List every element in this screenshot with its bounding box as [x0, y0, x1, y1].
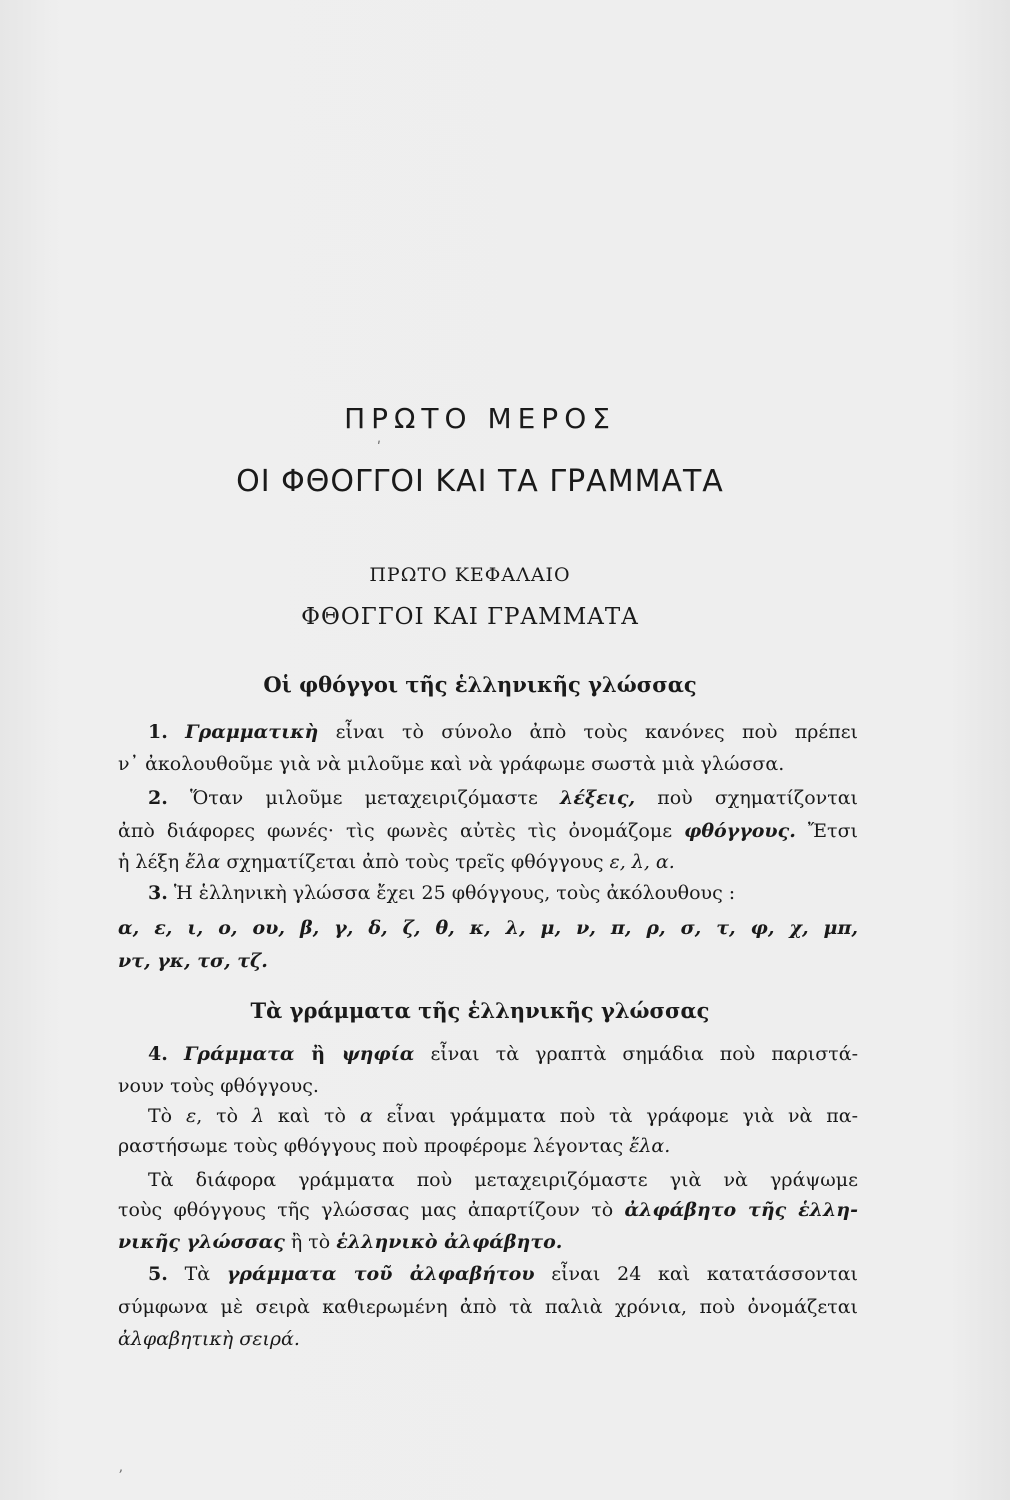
part-subtitle: ΟΙ ΦΘΟΓΓΟΙ ΚΑΙ ΤΑ ΓΡΑΜΜΑΤΑ — [236, 464, 724, 499]
term-sounds: φθόγγους. — [684, 820, 796, 842]
example-word: ἔλα — [185, 851, 221, 873]
paragraph-5-line-1 — [148, 1261, 858, 1287]
text-run: εἶναι τὰ γραπτὰ σημάδια ποὺ παριστά- — [414, 1043, 858, 1065]
text-run: Ἡ ἑλληνικὴ γλώσσα ἔχει 25 φθόγγους, τοὺς ἀκόλουθους : — [167, 882, 736, 904]
text-run: τοὺς φθόγγους τῆς γλώσσας μας ἀπαρτίζουν τὸ — [118, 1199, 625, 1221]
paragraph-2-line-1 — [148, 785, 858, 811]
text-run: καὶ τὸ — [264, 1105, 360, 1127]
text-run: ἡ λέξη — [118, 851, 186, 873]
letter-e: ε — [186, 1105, 197, 1127]
paragraph-4-line-4 — [118, 1133, 858, 1159]
chapter-label: ΠΡΩΤΟ ΚΕΦΑΛΑΙΟ — [369, 564, 571, 586]
part-title: ΠΡΩΤΟ ΜΕΡΟΣ — [344, 402, 616, 435]
text-run: Τὰ — [167, 1263, 227, 1285]
paragraph-4-line-3 — [148, 1103, 858, 1129]
paragraph-4-line-7 — [118, 1229, 858, 1255]
term-greek-alphabet: ἑλληνικὸ ἀλφάβητο. — [336, 1231, 563, 1253]
text-run: ποὺ σχηματίζονται — [635, 787, 858, 809]
print-speck: ʹ — [377, 440, 381, 456]
text-run: Ὅταν μιλοῦμε μεταχειριζόμαστε — [167, 787, 560, 809]
paragraph-2-line-3 — [118, 849, 858, 875]
paragraph-4-line-5: Τὰ διάφορα γράμματα ποὺ μεταχειριζόμαστε γιὰ νὰ γράψωμε — [148, 1169, 858, 1191]
paragraph-number: 3. — [148, 882, 168, 904]
term-alphabet: ἀλφάβητο τῆς ἑλλη- — [624, 1199, 858, 1221]
term-words: λέξεις, — [560, 787, 636, 809]
sound-list-line-2: ντ, γκ, τσ, τζ. — [118, 950, 268, 972]
paragraph-1-line-2: ν᾽ ἀκολουθοῦμε γιὰ νὰ μιλοῦμε καὶ νὰ γράφωμε σωστὰ μιὰ γλώσσα. — [118, 753, 785, 775]
section-heading-letters: Τὰ γράμματα τῆς ἑλληνικῆς γλώσσας — [250, 998, 710, 1023]
paragraph-1-line-1 — [148, 719, 858, 745]
paragraph-5-line-3: ἀλφαβητικὴ σειρά. — [118, 1328, 300, 1350]
paragraph-2-line-2 — [118, 818, 858, 844]
text-run: ἢ τὸ — [284, 1231, 337, 1253]
text-run: ραστήσωμε τοὺς φθόγγους ποὺ προφέρομε λέγοντας — [118, 1135, 630, 1157]
letter-l: λ — [252, 1105, 265, 1127]
print-speck: ʼ — [118, 1468, 123, 1484]
term-alphabet-cont: νικῆς γλώσσας — [118, 1231, 285, 1253]
paragraph-4-line-1 — [148, 1041, 858, 1067]
term-grammar: Γραμματικὴ — [185, 721, 319, 743]
letter-a: α — [359, 1105, 373, 1127]
paragraph-3-line-1 — [148, 880, 858, 906]
paragraph-number: 5. — [148, 1263, 168, 1285]
paragraph-5-line-2: σύμφωνα μὲ σειρὰ καθιερωμένη ἀπὸ τὰ παλιὰ χρόνια, ποὺ ὀνομάζεται — [118, 1296, 858, 1318]
chapter-title: ΦΘΟΓΓΟΙ ΚΑΙ ΓΡΑΜΜΑΤΑ — [301, 604, 639, 630]
sound-list-line-1: α, ε, ι, ο, ου, β, γ, δ, ζ, θ, κ, λ, μ, ν, π, ρ, σ, τ, φ, χ, μπ, — [118, 917, 858, 939]
text-run: εἶναι 24 καὶ κατατάσσονται — [534, 1263, 858, 1285]
text-run: εἶναι γράμματα ποὺ τὰ γράφομε γιὰ νὰ πα- — [372, 1105, 859, 1127]
paragraph-number: 4. — [148, 1043, 168, 1065]
section-heading-sounds: Οἱ φθόγγοι τῆς ἑλληνικῆς γλώσσας — [263, 672, 697, 697]
term-letters: Γράμματα — [183, 1043, 295, 1065]
text-run: εἶναι τὸ σύνολο ἀπὸ τοὺς κανόνες ποὺ πρέπει — [318, 721, 858, 743]
text-run: Τὸ — [148, 1105, 187, 1127]
text-run: σχηματίζεται ἀπὸ τοὺς τρεῖς φθόγγους — [220, 851, 610, 873]
example-sounds: ε, λ, α. — [609, 851, 675, 873]
example-word: ἔλα. — [629, 1135, 671, 1157]
text-run: ἢ — [294, 1043, 342, 1065]
paragraph-4-line-2: νουν τοὺς φθόγγους. — [118, 1075, 319, 1097]
paragraph-number: 1. — [148, 721, 168, 743]
text-run: Ἔτσι — [795, 820, 858, 842]
term-digits: ψηφία — [341, 1043, 415, 1065]
paragraph-4-line-6 — [118, 1197, 858, 1223]
paragraph-number: 2. — [148, 787, 168, 809]
text-run: ἀπὸ διάφορες φωνές· τὶς φωνὲς αὐτὲς τὶς ὀνομάζομε — [118, 820, 685, 842]
text-run: , τὸ — [196, 1105, 252, 1127]
term-alphabet-letters: γράμματα τοῦ ἀλφαβήτου — [226, 1263, 535, 1285]
